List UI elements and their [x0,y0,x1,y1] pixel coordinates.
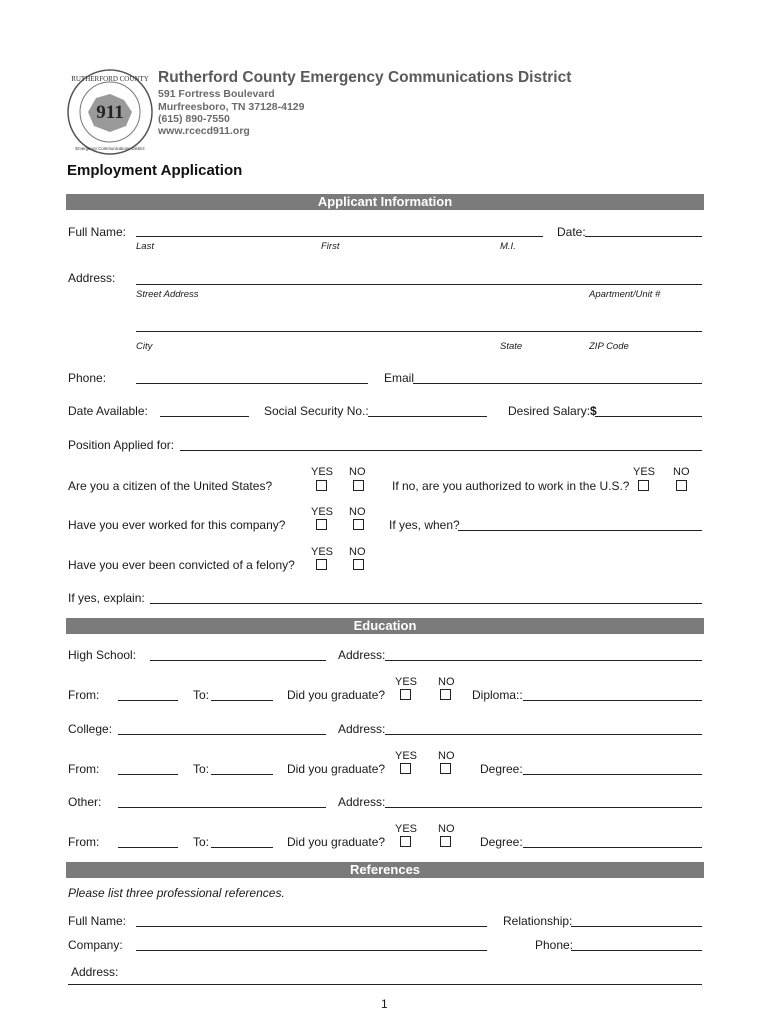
worked-when-field[interactable] [458,530,702,531]
reference-phone-field[interactable] [571,950,702,951]
citizen-no-checkbox[interactable] [353,480,364,491]
college-degree-label: Degree: [480,762,523,776]
svg-text:Emergency Communications Distr: Emergency Communications District [75,146,145,151]
date-available-field[interactable] [160,416,249,417]
city-state-zip-field[interactable] [136,331,702,332]
other-school-field[interactable] [118,807,326,808]
college-address-field[interactable] [385,734,702,735]
worked-no-label: NO [349,506,366,518]
college-from-label: From: [68,762,100,776]
felony-question: Have you ever been convicted of a felony? [68,558,295,572]
other-from-label: From: [68,835,100,849]
authorized-no-label: NO [673,466,690,478]
worked-when-label: If yes, when? [389,518,460,532]
desired-salary-field[interactable] [595,416,702,417]
reference-full-name-field[interactable] [136,926,487,927]
authorized-question: If no, are you authorized to work in the U.S.? [392,479,630,493]
state-sublabel: State [500,341,523,352]
full-name-label: Full Name: [68,225,127,239]
high-school-address-field[interactable] [385,660,702,661]
college-no-label: NO [438,750,455,762]
diploma-field[interactable] [523,700,702,701]
other-to-field[interactable] [211,847,273,848]
reference-address-label: Address: [71,965,119,979]
authorized-no-checkbox[interactable] [676,480,687,491]
high-school-label: High School: [68,648,137,662]
reference-company-field[interactable] [136,950,487,951]
phone-field[interactable] [136,383,368,384]
org-city: Murfreesboro, TN 37128-4129 [158,101,305,113]
other-graduate-no-checkbox[interactable] [440,836,451,847]
form-title: Employment Application [67,162,243,179]
citizen-yes-checkbox[interactable] [316,480,327,491]
full-name-field[interactable] [136,236,543,237]
felony-yes-checkbox[interactable] [316,559,327,570]
hs-to-label: To: [193,688,210,702]
authorized-yes-label: YES [633,466,656,478]
other-graduate-question: Did you graduate? [287,835,386,849]
relationship-label: Relationship: [503,914,573,928]
reference-company-label: Company: [68,938,123,952]
org-website: www.rcecd911.org [158,125,250,137]
first-name-sublabel: First [321,241,340,252]
college-label: College: [68,722,113,736]
page-number: 1 [381,997,388,1011]
diploma-label: Diploma:: [472,688,523,702]
zip-sublabel: ZIP Code [589,341,629,352]
other-address-field[interactable] [385,807,702,808]
felony-no-checkbox[interactable] [353,559,364,570]
date-available-label: Date Available: [68,404,148,418]
college-graduate-yes-checkbox[interactable] [400,763,411,774]
citizen-yes-label: YES [311,466,334,478]
address-label: Address: [68,271,116,285]
svg-text:911: 911 [96,102,124,123]
felony-yes-label: YES [311,546,334,558]
other-degree-label: Degree: [480,835,523,849]
date-label: Date: [557,225,586,239]
apartment-unit-sublabel: Apartment/Unit # [589,289,661,300]
date-field[interactable] [585,236,702,237]
authorized-yes-checkbox[interactable] [638,480,649,491]
city-sublabel: City [136,341,153,352]
phone-label: Phone: [68,371,107,385]
email-field[interactable] [413,383,702,384]
ssn-label: Social Security No.: [264,404,369,418]
citizen-question: Are you a citizen of the United States? [68,479,273,493]
ssn-field[interactable] [368,416,487,417]
middle-initial-sublabel: M.I. [500,241,516,252]
hs-graduate-yes-checkbox[interactable] [400,689,411,700]
position-applied-field[interactable] [180,450,702,451]
reference-full-name-label: Full Name: [68,914,127,928]
org-phone: (615) 890-7550 [158,113,230,125]
college-graduate-no-checkbox[interactable] [440,763,451,774]
position-applied-label: Position Applied for: [68,438,175,452]
hs-from-field[interactable] [118,700,178,701]
references-instructions: Please list three professional references. [68,886,285,900]
email-label: Email [384,371,415,385]
last-name-sublabel: Last [136,241,154,252]
street-address-sublabel: Street Address [136,289,199,300]
other-graduate-yes-checkbox[interactable] [400,836,411,847]
county-seal-logo [66,68,154,156]
citizen-no-label: NO [349,466,366,478]
other-to-label: To: [193,835,210,849]
section-applicant-information: Applicant Information [66,194,704,210]
college-field[interactable] [118,734,326,735]
other-from-field[interactable] [118,847,178,848]
hs-to-field[interactable] [211,700,273,701]
explain-field[interactable] [150,603,702,604]
high-school-field[interactable] [150,660,326,661]
section-education: Education [66,618,704,634]
desired-salary-label: Desired Salary:$ [508,404,597,418]
college-address-label: Address: [338,722,386,736]
felony-no-label: NO [349,546,366,558]
college-from-field[interactable] [118,774,178,775]
org-address: 591 Fortress Boulevard [158,88,275,100]
reference-phone-label: Phone: [535,938,574,952]
hs-from-label: From: [68,688,100,702]
org-name: Rutherford County Emergency Communications District [158,69,572,86]
other-address-label: Address: [338,795,386,809]
other-label: Other: [68,795,102,809]
other-degree-field[interactable] [523,847,702,848]
college-to-label: To: [193,762,210,776]
high-school-address-label: Address: [338,648,386,662]
college-yes-label: YES [395,750,418,762]
explain-label: If yes, explain: [68,591,145,605]
reference-address-field[interactable] [68,984,702,985]
section-references: References [66,862,704,878]
other-yes-label: YES [395,823,418,835]
hs-graduate-question: Did you graduate? [287,688,386,702]
worked-no-checkbox[interactable] [353,519,364,530]
hs-yes-label: YES [395,676,418,688]
other-no-label: NO [438,823,455,835]
worked-yes-label: YES [311,506,334,518]
street-address-field[interactable] [136,284,702,285]
college-degree-field[interactable] [523,774,702,775]
college-graduate-question: Did you graduate? [287,762,386,776]
hs-no-label: NO [438,676,455,688]
svg-text:RUTHERFORD COUNTY: RUTHERFORD COUNTY [71,75,149,83]
college-to-field[interactable] [211,774,273,775]
hs-graduate-no-checkbox[interactable] [440,689,451,700]
worked-yes-checkbox[interactable] [316,519,327,530]
relationship-field[interactable] [571,926,702,927]
worked-question: Have you ever worked for this company? [68,518,286,532]
